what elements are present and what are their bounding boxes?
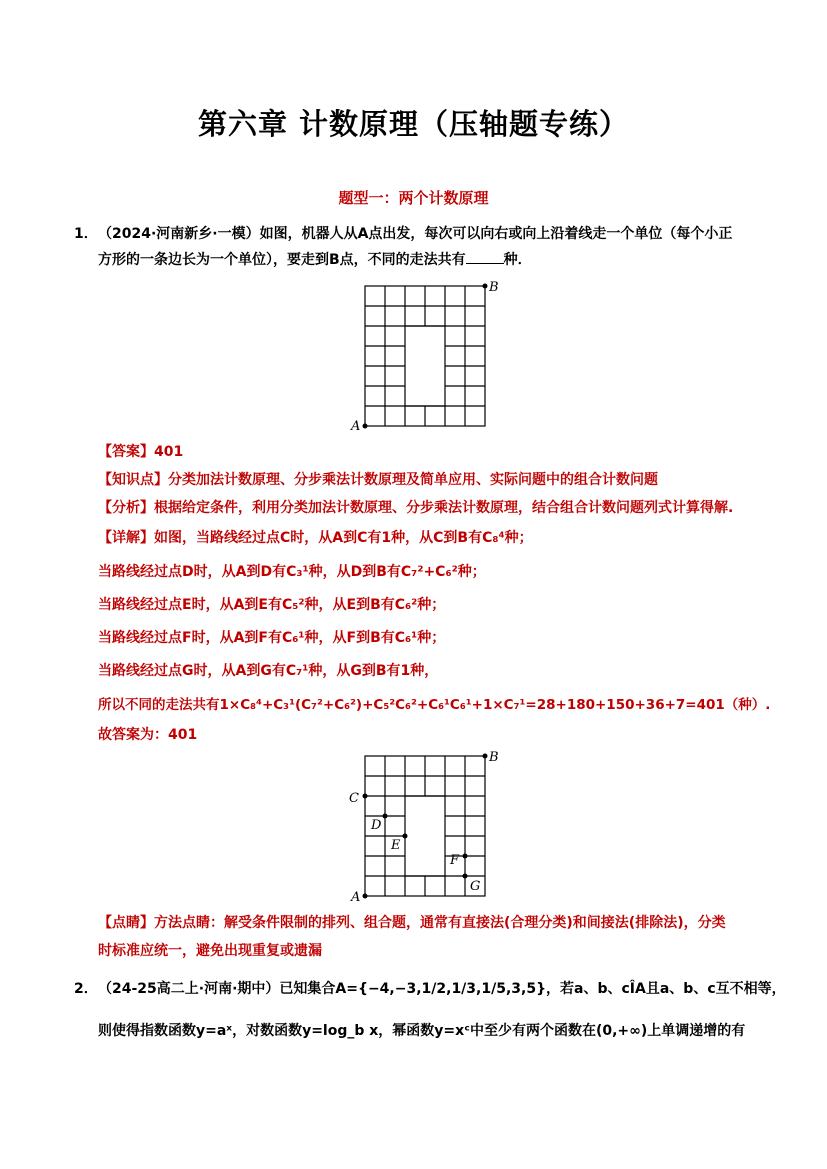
tip-line-2: 时标准应统一，避免出现重复或遗漏 (98, 943, 322, 959)
grid-figure-2 (345, 750, 505, 905)
point-b-label: B (489, 280, 499, 295)
point-d-dot (383, 814, 388, 819)
section-title: 题型一：两个计数原理 (338, 189, 489, 207)
q2-line1: （24-25高二上·河南·期中）已知集合A={−4,−3,1/2,1/3,1/5,3,5}，若a、b、cÎA且a、b、c互不相等， (98, 981, 786, 997)
q1-line2-end: 种． (503, 252, 532, 268)
point-a-dot (363, 424, 368, 429)
grid-figure-1 (345, 280, 505, 435)
detail-line-4: 当路线经过点F时，从A到F有C₆¹种，从F到B有C₆¹种； (98, 630, 446, 646)
tip-line-1: 方法点睛：解受条件限制的排列、组合题，通常有直接法(合理分类)和间接法(排除法)，分类 (154, 915, 726, 931)
knowledge-label: 【知识点】 (98, 472, 168, 488)
point-d-label: D (371, 818, 382, 833)
tip-row-1 (98, 912, 726, 932)
detail-row-1 (98, 527, 533, 547)
q2-number: 2． (74, 981, 98, 997)
point-a-label: A (351, 419, 361, 434)
answer-label: 【答案】 (98, 444, 154, 460)
point-e-label: E (391, 838, 401, 853)
knowledge-text: 分类加法计数原理、分步乘法计数原理及简单应用、实际问题中的组合计数问题 (168, 472, 658, 488)
point-b-label: B (489, 750, 499, 765)
q1-line1: （2024·河南新乡·一模）如图，机器人从A点出发，每次可以向右或向上沿着线走一个单位（每个小正 (98, 226, 733, 242)
q2-line2: 则使得指数函数y=aˣ，对数函数y=log_b x，幂函数y=xᶜ中至少有两个函数在(0,+∞)上单调递增的有 (98, 1023, 746, 1039)
point-b-dot (483, 284, 488, 289)
tip-label: 【点睛】 (98, 915, 154, 931)
analysis-label: 【分析】 (98, 500, 154, 516)
q1-line2-text: 方形的一条边长为一个单位），要走到B点，不同的走法共有 (98, 252, 466, 268)
analysis-row (98, 497, 733, 517)
point-f-dot (463, 854, 468, 859)
knowledge-row (98, 469, 658, 489)
answer-row (98, 441, 183, 461)
detail-line-6: 所以不同的走法共有1×C₈⁴+C₃¹(C₇²+C₆²)+C₅²C₆²+C₆¹C₆¹+1×C₇¹=28+180+150+36+7=401（种）. (98, 697, 771, 713)
point-b-dot (483, 754, 488, 759)
point-c-label: C (349, 791, 359, 806)
detail-line-3: 当路线经过点E时，从A到E有C₅²种，从E到B有C₆²种； (98, 597, 446, 613)
detail-line-1: 如图，当路线经过点C时，从A到C有1种，从C到B有C₈⁴种； (154, 530, 533, 546)
detail-line-7: 故答案为：401 (98, 727, 198, 743)
point-a-dot (363, 894, 368, 899)
answer-value: 401 (154, 444, 184, 460)
analysis-text: 根据给定条件，利用分类加法计数原理、分步乘法计数原理，结合组合计数问题列式计算得解. (154, 500, 734, 516)
detail-line-5: 当路线经过点G时，从A到G有C₇¹种，从G到B有1种， (98, 663, 439, 679)
point-a-label: A (351, 890, 361, 905)
page-title: 第六章 计数原理（压轴题专练） (197, 107, 630, 141)
point-g-label: G (470, 879, 481, 894)
point-g-dot (463, 874, 468, 879)
point-c-dot (363, 794, 368, 799)
detail-label: 【详解】 (98, 530, 154, 546)
point-e-dot (403, 834, 408, 839)
q1-line2 (98, 247, 532, 273)
answer-blank (466, 249, 504, 264)
q1-number: 1． (74, 226, 98, 242)
point-f-label: F (450, 853, 460, 868)
detail-line-2: 当路线经过点D时，从A到D有C₃¹种，从D到B有C₇²+C₆²种； (98, 564, 486, 580)
